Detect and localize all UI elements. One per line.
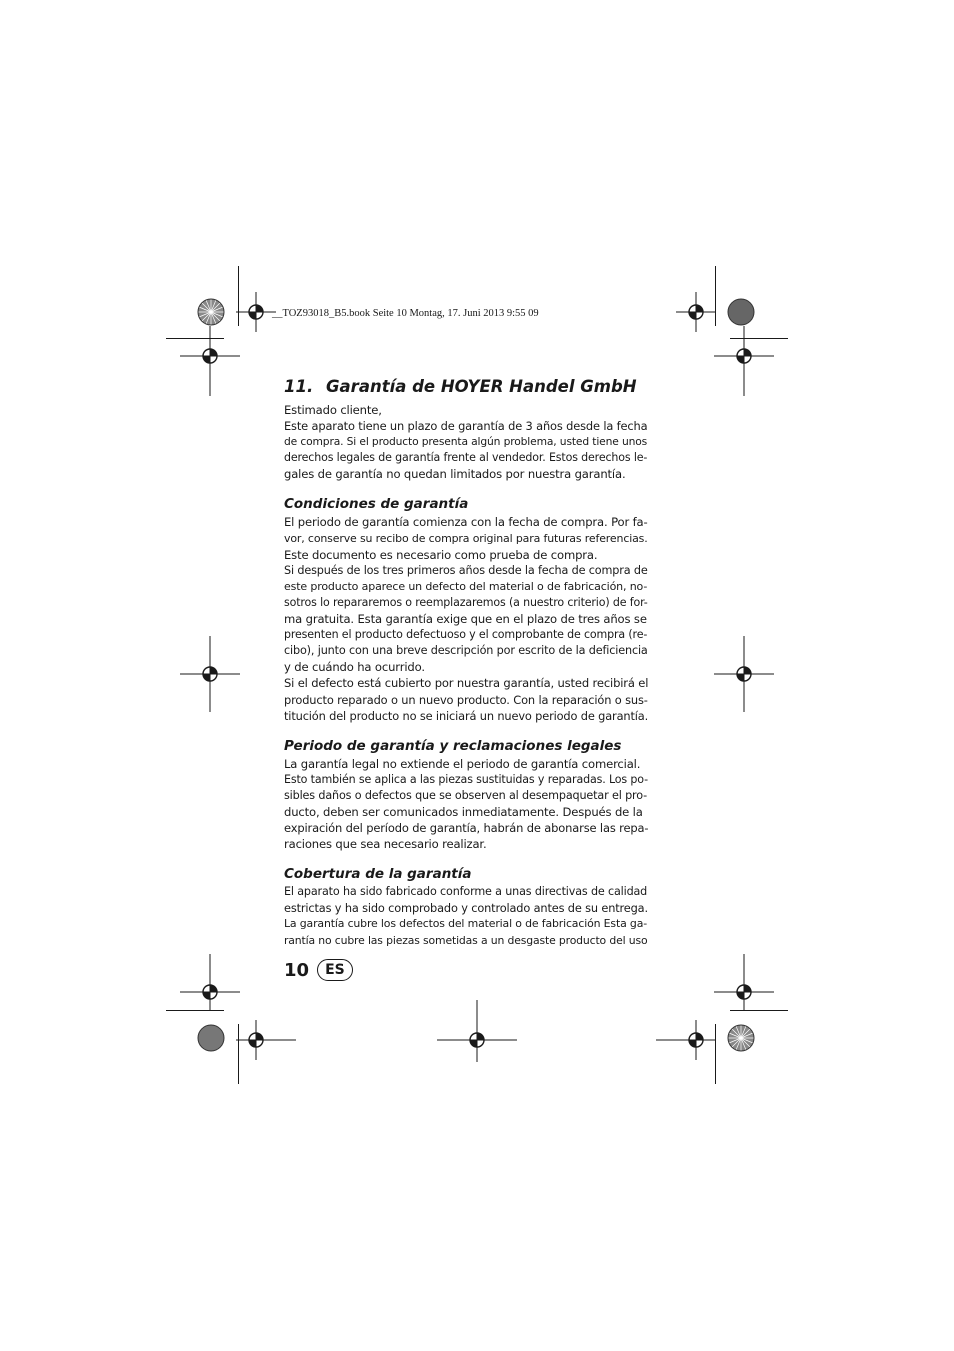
language-badge: ES [317, 959, 353, 981]
text-line: estrictas y ha sido comprobado y controlado antes de su entrega. [284, 901, 648, 916]
starburst-mark-icon [727, 298, 755, 326]
text-line: de compra. Si el producto presenta algún problema, usted tiene unos [284, 435, 648, 449]
subsection-heading: Periodo de garantía y reclamaciones legales [284, 737, 622, 754]
starburst-mark-icon [197, 1024, 225, 1052]
text-line: gales de garantía no quedan limitados por nuestra garantía. [284, 467, 626, 482]
page-footer [284, 957, 353, 983]
subsection-paragraph [284, 514, 648, 723]
starburst-mark-icon [727, 1024, 755, 1052]
starburst-mark-icon [197, 298, 225, 326]
text-line: Si después de los tres primeros años desde la fecha de compra de [284, 563, 648, 577]
subsection-heading: Cobertura de la garantía [284, 866, 472, 883]
text-line: Estimado cliente, [284, 403, 382, 417]
text-line: cibo), junto con una breve descripción por escrito de la deficiencia [284, 644, 648, 658]
text-line: derechos legales de garantía frente al vendedor. Estos derechos le- [284, 451, 648, 465]
text-line: rantía no cubre las piezas sometidas a un desgaste producto del uso [284, 933, 648, 947]
text-line: La garantía cubre los defectos del material o de fabricación Esta ga- [284, 917, 648, 931]
text-line: ma gratuita. Esta garantía exige que en el plazo de tres años se [284, 612, 647, 627]
print-slug-line: __TOZ93018_B5.book Seite 10 Montag, 17. Juni 2013 9:55 09 [272, 308, 539, 319]
section-heading [284, 376, 648, 398]
registration-mark-icon [724, 972, 764, 1012]
text-line: este producto aparece un defecto del material o de fabricación, no- [284, 579, 648, 593]
page-number: 10 [284, 959, 310, 981]
registration-mark-icon [724, 336, 764, 376]
text-line: Esto también se aplica a las piezas sustituidas y reparadas. Los po- [284, 772, 648, 786]
intro-paragraph [284, 402, 648, 482]
text-line: Si el defecto está cubierto por nuestra garantía, usted recibirá el [284, 676, 649, 691]
subsection-heading: Condiciones de garantía [284, 496, 469, 513]
registration-mark-icon [236, 1020, 276, 1060]
registration-mark-icon [724, 654, 764, 694]
text-line: sibles daños o defectos que se observen al desempaquetar el pro- [284, 788, 648, 802]
text-line: titución del producto no se iniciará un nuevo periodo de garantía. [284, 708, 649, 723]
text-line: y de cuándo ha ocurrido. [284, 660, 425, 675]
registration-mark-icon [190, 654, 230, 694]
registration-mark-icon [676, 1020, 716, 1060]
text-line: El periodo de garantía comienza con la fecha de compra. Por fa- [284, 515, 648, 530]
text-line: El aparato ha sido fabricado conforme a unas directivas de calidad [284, 885, 648, 899]
subsection-paragraph [284, 756, 648, 853]
section-title: Garantía de HOYER Handel GmbH [326, 377, 637, 396]
text-line: sotros lo repararemos o reemplazaremos (a nuestro criterio) de for- [284, 595, 648, 609]
text-line: Este documento es necesario como prueba de compra. [284, 547, 598, 562]
section-number: 11. [284, 377, 314, 396]
subsection-paragraph [284, 884, 648, 948]
registration-mark-icon [190, 972, 230, 1012]
text-line: producto reparado o un nuevo producto. Con la reparación o sus- [284, 692, 648, 707]
text-line: La garantía legal no extiende el periodo de garantía comercial. [284, 756, 641, 771]
registration-mark-icon [676, 292, 716, 332]
page-content [284, 376, 648, 949]
text-line: raciones que sea necesario realizar. [284, 837, 487, 852]
text-line: presenten el producto defectuoso y el comprobante de compra (re- [284, 628, 648, 642]
text-line: expiración del período de garantía, habrán de abonarse las repa- [284, 821, 649, 836]
text-line: ducto, deben ser comunicados inmediatamente. Después de la [284, 804, 643, 819]
registration-mark-icon [236, 292, 276, 332]
registration-mark-icon [190, 336, 230, 376]
text-line: Este aparato tiene un plazo de garantía de 3 años desde la fecha [284, 419, 648, 434]
text-line: vor, conserve su recibo de compra original para futuras referencias. [284, 531, 648, 545]
registration-mark-icon [457, 1020, 497, 1060]
